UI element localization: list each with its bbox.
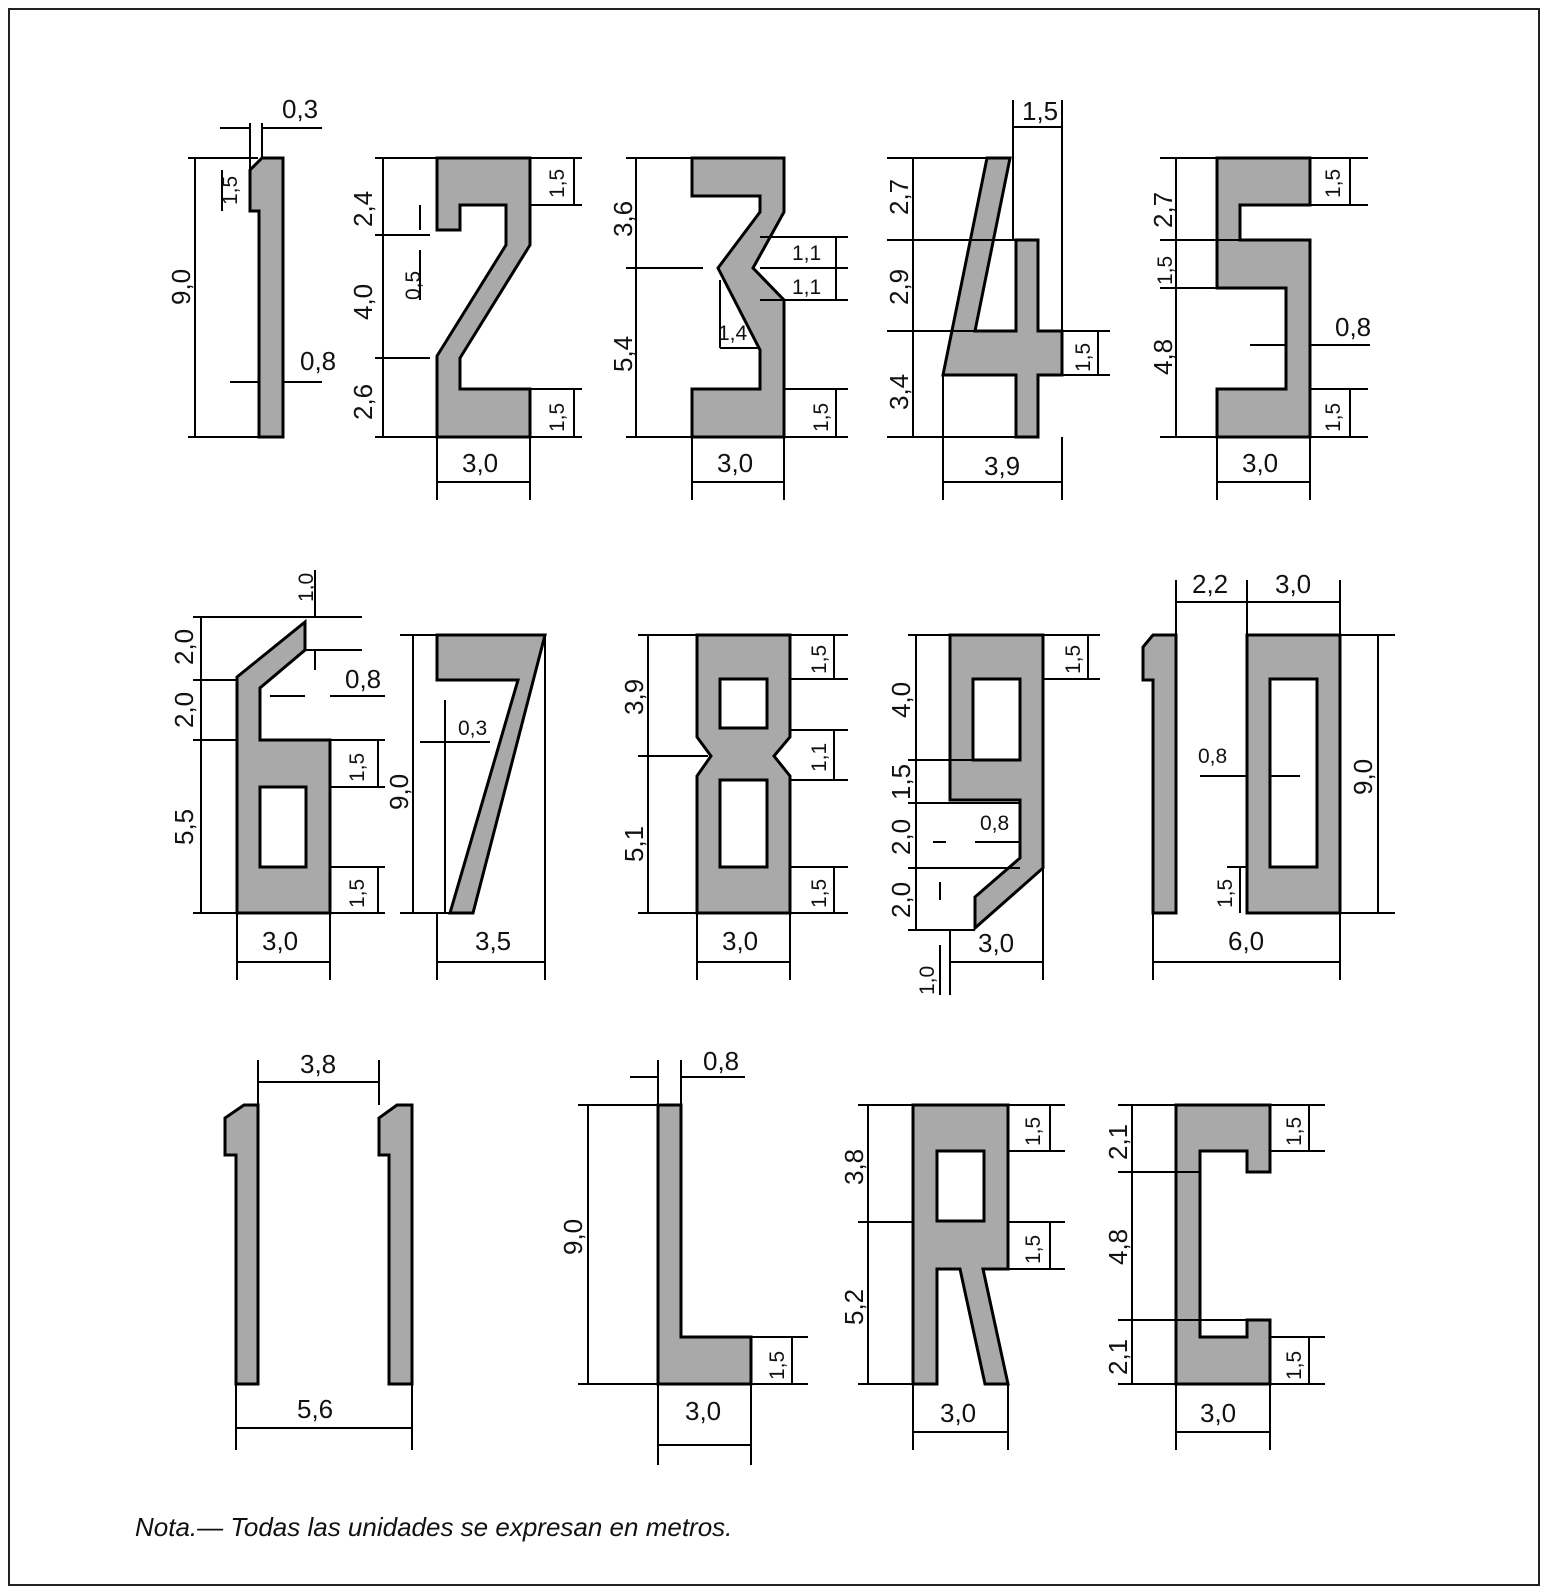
digit-6-slope: 1,0 — [295, 572, 318, 602]
digit-5-width: 3,0 — [1242, 448, 1279, 478]
digit-5-stroke: 0,8 — [1335, 312, 1372, 342]
number-10-total: 6,0 — [1228, 926, 1265, 956]
digit-9 — [886, 635, 1100, 995]
letter-R-width: 3,0 — [940, 1398, 977, 1428]
digit-8 — [619, 635, 848, 980]
digit-3-width: 3,0 — [717, 448, 754, 478]
digit-6-bar-b: 1,5 — [346, 878, 369, 908]
digit-3-shape — [692, 158, 784, 437]
digit-9-bottom: 2,0 — [886, 881, 916, 918]
digit-2-bar-bottom: 1,5 — [546, 402, 569, 432]
digit-6-counter — [260, 787, 306, 867]
digit-4-shape — [943, 158, 1062, 437]
digit-6-top: 2,0 — [169, 628, 199, 665]
digit-4-bar: 1,5 — [1072, 342, 1095, 372]
digit-6-bar-a: 1,5 — [346, 752, 369, 782]
letter-R-counter — [937, 1151, 984, 1221]
digit-1 — [166, 94, 336, 437]
digit-3-notch-b: 1,1 — [792, 276, 822, 299]
digit-6-stroke: 0,8 — [345, 664, 382, 694]
digit-7-shape — [437, 635, 545, 913]
digit-8-bar-top: 1,5 — [808, 644, 831, 674]
digit-9-stroke: 0,8 — [980, 812, 1010, 835]
digit-6-mid: 2,0 — [169, 691, 199, 728]
number-11-total: 5,6 — [297, 1394, 334, 1424]
digit-7-width: 3,5 — [475, 926, 512, 956]
digit-8-notch: 1,1 — [808, 742, 831, 772]
digit-1-shape — [250, 158, 283, 437]
letter-R-bar-mid: 1,5 — [1022, 1234, 1045, 1264]
letter-C — [1103, 1105, 1325, 1450]
digit-3-top: 3,6 — [608, 200, 638, 237]
digit-5-shape — [1217, 158, 1310, 437]
digit-8-width: 3,0 — [722, 926, 759, 956]
letter-R-shape — [913, 1105, 1008, 1384]
digit-9-top: 4,0 — [886, 681, 916, 718]
digit-8-upper-counter — [720, 679, 767, 728]
letter-C-bar-bottom: 1,5 — [1283, 1350, 1306, 1380]
number-10-stroke: 0,8 — [1198, 745, 1228, 768]
digit-4-width: 3,9 — [984, 451, 1021, 481]
digit-7-stroke: 0,3 — [458, 717, 488, 740]
digit-2 — [348, 158, 582, 500]
digit-4-bottom: 3,4 — [884, 373, 914, 410]
digit-9-width: 3,0 — [978, 928, 1015, 958]
digit-8-bottom: 5,1 — [619, 825, 649, 862]
units-note: Nota.— Todas las unidades se expresan en metros. — [135, 1512, 733, 1542]
digit-3-bar-top: 1,5 — [810, 402, 833, 432]
number-11 — [225, 1049, 412, 1450]
digit-5 — [1148, 158, 1371, 500]
digit-2-bottom: 2,6 — [348, 383, 378, 420]
digit-2-mid: 4,0 — [348, 283, 378, 320]
letter-L — [558, 1046, 808, 1465]
digit-8-lower-counter — [720, 780, 767, 867]
digit-6 — [169, 570, 385, 980]
digit-3-notch-a: 1,1 — [792, 242, 822, 265]
digit-7 — [384, 635, 545, 980]
number-10-gap: 2,2 — [1192, 569, 1229, 599]
letter-C-bottom: 2,1 — [1103, 1338, 1133, 1375]
number-10-one-shape — [1143, 635, 1176, 913]
letter-R-bottom: 5,2 — [839, 1288, 869, 1325]
digit-1-height: 9,0 — [166, 268, 196, 305]
number-10-bar: 1,5 — [1214, 878, 1237, 908]
letter-C-width: 3,0 — [1200, 1398, 1237, 1428]
digit-5-mid: 1,5 — [1154, 255, 1177, 285]
number-10 — [1143, 569, 1395, 980]
digit-2-bar-top: 1,5 — [546, 168, 569, 198]
digit-5-bar-bottom: 1,5 — [1322, 402, 1345, 432]
digit-1-top: 1,5 — [219, 175, 242, 205]
digit-9-tail: 1,0 — [916, 965, 939, 995]
digit-2-top: 2,4 — [348, 190, 378, 227]
digit-4-mid: 2,9 — [884, 268, 914, 305]
digit-8-top: 3,9 — [619, 678, 649, 715]
digit-4-top-width: 1,5 — [1022, 96, 1059, 126]
letter-L-bar: 1,5 — [766, 1350, 789, 1380]
letter-R — [839, 1105, 1065, 1450]
letter-L-stroke: 0,8 — [703, 1046, 740, 1076]
digit-9-low: 2,0 — [886, 818, 916, 855]
letter-C-mid: 4,8 — [1103, 1228, 1133, 1265]
digit-2-shape — [437, 158, 530, 437]
number-11-first-shape — [225, 1105, 258, 1384]
digit-5-bar-top: 1,5 — [1322, 168, 1345, 198]
letter-C-shape — [1176, 1105, 1270, 1384]
number-10-zero-counter — [1270, 679, 1317, 867]
letter-R-top: 3,8 — [839, 1148, 869, 1185]
digit-7-height: 9,0 — [384, 773, 414, 810]
digit-4-top: 2,7 — [884, 178, 914, 215]
digit-3 — [608, 158, 848, 500]
digit-3-inner: 1,4 — [718, 322, 748, 345]
number-10-width: 3,0 — [1275, 569, 1312, 599]
letter-R-bar-top: 1,5 — [1022, 1116, 1045, 1146]
digit-8-shape — [697, 635, 790, 913]
digit-3-bottom: 5,4 — [608, 335, 638, 372]
digit-2-inner: 0,5 — [402, 270, 425, 300]
number-10-height: 9,0 — [1348, 758, 1378, 795]
number-11-gap: 3,8 — [300, 1049, 337, 1079]
number-11-second-shape — [379, 1105, 412, 1384]
digit-9-bar-top: 1,5 — [1062, 644, 1085, 674]
digit-1-width: 0,3 — [282, 94, 319, 124]
digit-6-shape — [237, 622, 330, 913]
digit-4 — [884, 96, 1110, 500]
digit-5-top: 2,7 — [1148, 191, 1178, 228]
letter-L-shape — [658, 1105, 751, 1384]
letter-L-width: 3,0 — [685, 1396, 722, 1426]
digit-9-mid: 1,5 — [886, 763, 916, 800]
letter-L-height: 9,0 — [558, 1218, 588, 1255]
digit-5-bottom: 4,8 — [1148, 338, 1178, 375]
digit-8-bar-bottom: 1,5 — [808, 878, 831, 908]
digit-1-stroke: 0,8 — [300, 346, 337, 376]
digit-6-width: 3,0 — [262, 926, 299, 956]
letter-C-top: 2,1 — [1103, 1123, 1133, 1160]
letter-C-bar-top: 1,5 — [1283, 1116, 1306, 1146]
digit-2-width: 3,0 — [462, 448, 499, 478]
digit-6-bottom: 5,5 — [169, 808, 199, 845]
digit-9-counter — [973, 679, 1020, 760]
